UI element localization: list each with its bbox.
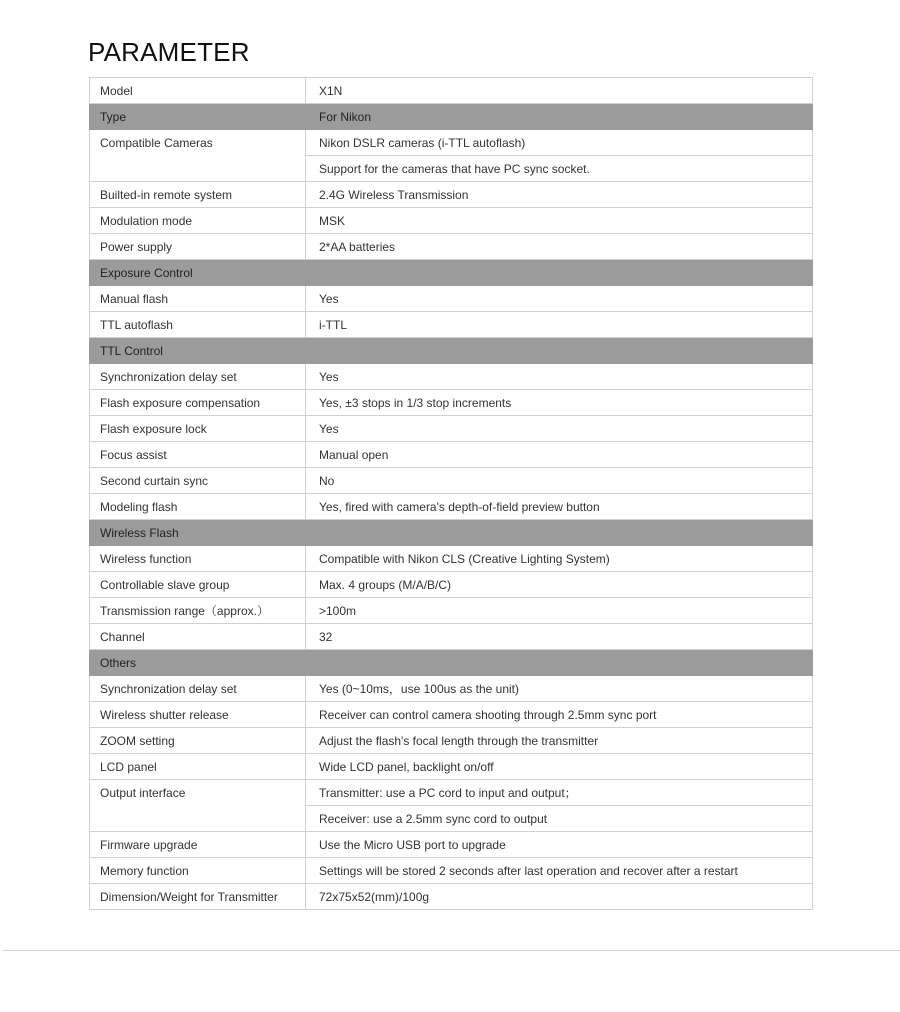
table-row-output-interface xyxy=(90,780,813,806)
table-row-flash-exposure-lock xyxy=(90,416,813,442)
table-row-flash-exposure-compensation xyxy=(90,390,813,416)
page-title: PARAMETER xyxy=(88,37,250,67)
row-value: i-TTL xyxy=(306,312,813,338)
table-row-remote-system xyxy=(90,182,813,208)
row-value: 2*AA batteries xyxy=(306,234,813,260)
row-label: Dimension/Weight for Transmitter xyxy=(90,884,306,910)
row-value: Support for the cameras that have PC sync socket. xyxy=(306,156,813,182)
row-label: Type xyxy=(90,104,306,130)
row-label: Transmission range（approx.） xyxy=(90,598,306,624)
row-label: Modeling flash xyxy=(90,494,306,520)
row-value: Use the Micro USB port to upgrade xyxy=(306,832,813,858)
row-value: Yes xyxy=(306,364,813,390)
row-value: For Nikon xyxy=(306,104,813,130)
row-value: Yes xyxy=(306,416,813,442)
row-label: Flash exposure compensation xyxy=(90,390,306,416)
section-header-label: Exposure Control xyxy=(90,260,813,286)
table-row-others-sync-delay xyxy=(90,676,813,702)
table-row-model xyxy=(90,78,813,104)
row-value: Transmitter: use a PC cord to input and output； xyxy=(306,780,813,806)
table-row-second-curtain-sync xyxy=(90,468,813,494)
row-value: Receiver can control camera shooting through 2.5mm sync port xyxy=(306,702,813,728)
table-row-wireless-shutter xyxy=(90,702,813,728)
row-label: Output interface xyxy=(90,780,306,832)
section-header-label: TTL Control xyxy=(90,338,813,364)
row-value: Max. 4 groups (M/A/B/C) xyxy=(306,572,813,598)
table-row-type xyxy=(90,104,813,130)
row-label: Firmware upgrade xyxy=(90,832,306,858)
row-label: Wireless shutter release xyxy=(90,702,306,728)
table-row-memory-function xyxy=(90,858,813,884)
section-header-ttl-control xyxy=(90,338,813,364)
section-header-label: Wireless Flash xyxy=(90,520,813,546)
row-value: >100m xyxy=(306,598,813,624)
table-row-ttl-autoflash xyxy=(90,312,813,338)
row-label: Compatible Cameras xyxy=(90,130,306,182)
row-value: 72x75x52(mm)/100g xyxy=(306,884,813,910)
table-row-slave-group xyxy=(90,572,813,598)
row-value: 2.4G Wireless Transmission xyxy=(306,182,813,208)
row-label: Manual flash xyxy=(90,286,306,312)
table-row-firmware-upgrade xyxy=(90,832,813,858)
row-value: Manual open xyxy=(306,442,813,468)
row-value: X1N xyxy=(306,78,813,104)
table-row-sync-delay xyxy=(90,364,813,390)
row-label: TTL autoflash xyxy=(90,312,306,338)
section-header-wireless-flash xyxy=(90,520,813,546)
parameter-table xyxy=(89,77,813,910)
row-value: Wide LCD panel, backlight on/off xyxy=(306,754,813,780)
row-value: Compatible with Nikon CLS (Creative Lighting System) xyxy=(306,546,813,572)
row-value: Settings will be stored 2 seconds after last operation and recover after a restart xyxy=(306,858,813,884)
row-label: Controllable slave group xyxy=(90,572,306,598)
row-label: Synchronization delay set xyxy=(90,676,306,702)
table-row-channel xyxy=(90,624,813,650)
row-label: Wireless function xyxy=(90,546,306,572)
table-row-zoom-setting xyxy=(90,728,813,754)
table-row-modulation xyxy=(90,208,813,234)
row-label: Flash exposure lock xyxy=(90,416,306,442)
table-row-modeling-flash xyxy=(90,494,813,520)
table-row-manual-flash xyxy=(90,286,813,312)
table-row-power-supply xyxy=(90,234,813,260)
row-value: Nikon DSLR cameras (i-TTL autoflash) xyxy=(306,130,813,156)
section-header-exposure-control xyxy=(90,260,813,286)
table-row-transmission-range xyxy=(90,598,813,624)
row-label: Focus assist xyxy=(90,442,306,468)
bottom-divider xyxy=(3,950,900,951)
row-value: Receiver: use a 2.5mm sync cord to output xyxy=(306,806,813,832)
row-value: Adjust the flash's focal length through the transmitter xyxy=(306,728,813,754)
row-label: LCD panel xyxy=(90,754,306,780)
row-label: Synchronization delay set xyxy=(90,364,306,390)
section-header-label: Others xyxy=(90,650,813,676)
row-value: Yes xyxy=(306,286,813,312)
row-value: MSK xyxy=(306,208,813,234)
section-header-others xyxy=(90,650,813,676)
row-label: Memory function xyxy=(90,858,306,884)
row-label: Channel xyxy=(90,624,306,650)
row-value: No xyxy=(306,468,813,494)
row-label: Builted-in remote system xyxy=(90,182,306,208)
row-value: Yes (0~10ms，use 100us as the unit) xyxy=(306,676,813,702)
row-label: ZOOM setting xyxy=(90,728,306,754)
row-label: Power supply xyxy=(90,234,306,260)
row-value: 32 xyxy=(306,624,813,650)
table-row-compatible-cameras xyxy=(90,130,813,156)
row-label: Second curtain sync xyxy=(90,468,306,494)
row-value: Yes, ±3 stops in 1/3 stop increments xyxy=(306,390,813,416)
row-label: Modulation mode xyxy=(90,208,306,234)
table-row-focus-assist xyxy=(90,442,813,468)
table-row-dimension-weight xyxy=(90,884,813,910)
table-row-wireless-function xyxy=(90,546,813,572)
row-label: Model xyxy=(90,78,306,104)
row-value: Yes, fired with camera's depth-of-field preview button xyxy=(306,494,813,520)
table-row-lcd-panel xyxy=(90,754,813,780)
